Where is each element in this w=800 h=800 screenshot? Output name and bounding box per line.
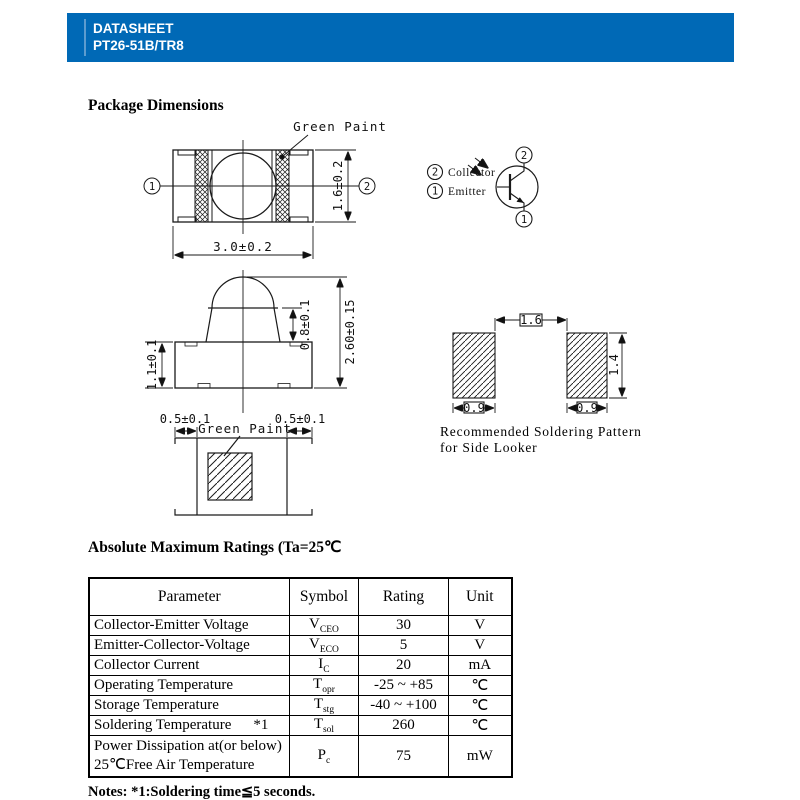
table-row	[89, 636, 512, 656]
legend-pin2-number: 2	[431, 166, 439, 179]
legend-emitter-label: Emitter	[448, 186, 486, 198]
dim-height-text: 1.6±0.2	[331, 160, 345, 212]
cell-rating: 30	[359, 616, 448, 636]
top-view-green-paint-label: Green Paint	[293, 119, 387, 134]
symbol-pin2-number: 2	[520, 149, 528, 162]
right-pad	[567, 333, 607, 398]
parameter-line1: Power Dissipation at(or below)	[94, 738, 282, 754]
header-banner	[67, 13, 734, 62]
symbol-base: P	[317, 746, 327, 763]
banner-title	[93, 20, 184, 54]
green-paint-area	[208, 453, 252, 500]
cell-symbol	[289, 736, 359, 778]
table-row	[89, 736, 512, 778]
cell-unit: ℃	[448, 696, 512, 716]
dim-right-pad-width	[567, 401, 607, 415]
dim-base-height	[145, 340, 173, 391]
cell-unit: ℃	[448, 676, 512, 696]
symbol-sub: c	[326, 755, 331, 766]
symbol-base: I	[318, 656, 324, 672]
cell-symbol	[289, 616, 359, 636]
cell-unit: mA	[448, 656, 512, 676]
legend-collector	[428, 165, 496, 180]
package-dimensions-title: Package Dimensions	[88, 97, 224, 114]
table-row	[89, 656, 512, 676]
dim-left-pad-text: 0.9	[463, 401, 485, 415]
table-row	[89, 716, 512, 736]
cell-parameter	[89, 736, 289, 778]
banner-divider	[84, 19, 86, 56]
cell-parameter: Operating Temperature	[89, 676, 289, 696]
table-header-row	[89, 578, 512, 616]
parameter-label: Soldering Temperature	[94, 717, 232, 733]
cell-rating: 75	[359, 736, 448, 778]
cell-rating: 5	[359, 636, 448, 656]
header-symbol: Symbol	[289, 578, 359, 616]
bottom-view-body	[175, 438, 312, 515]
dim-pad-gap	[495, 313, 567, 331]
pin1-number: 1	[148, 180, 156, 193]
cell-unit: V	[448, 636, 512, 656]
dim-gap-text: 1.6	[520, 313, 542, 327]
legend-collector-label: Collector	[448, 167, 496, 179]
symbol-base: T	[313, 676, 323, 692]
dim-right-text: 0.5±0.1	[274, 412, 326, 426]
abs-max-ratings-title: Absolute Maximum Ratings (Ta=25℃	[88, 539, 342, 556]
cell-symbol	[289, 676, 359, 696]
cell-symbol	[289, 716, 359, 736]
dim-pad-height-text: 1.4	[607, 354, 621, 376]
cell-symbol	[289, 656, 359, 676]
solder-pattern-caption	[440, 424, 642, 455]
header-rating: Rating	[359, 578, 448, 616]
header-parameter: Parameter	[89, 578, 289, 616]
cell-parameter: Collector-Emitter Voltage	[89, 616, 289, 636]
left-pad	[453, 333, 495, 398]
symbol-sub: ECO	[319, 645, 339, 655]
dim-total-text: 2.60±0.15	[343, 299, 357, 365]
dim-right-pad-text: 0.9	[576, 401, 598, 415]
symbol-base: V	[309, 616, 320, 632]
dim-base-text: 1.1±0.1	[145, 339, 159, 391]
side-view-drawing	[135, 268, 370, 408]
parameter-line2: 25℃Free Air Temperature	[94, 757, 255, 773]
datasheet-label: DATASHEET	[93, 21, 174, 36]
dim-width-text: 3.0±0.2	[213, 239, 273, 254]
cell-rating: -25 ~ +85	[359, 676, 448, 696]
symbol-sub: C	[323, 665, 330, 675]
dim-lens-text: 0.8±0.1	[298, 299, 312, 351]
symbol-sub: stg	[322, 705, 335, 715]
cell-rating: 260	[359, 716, 448, 736]
solder-pattern-drawing	[435, 305, 640, 420]
schematic-drawing	[420, 140, 570, 240]
cell-symbol	[289, 696, 359, 716]
cell-unit: mW	[448, 736, 512, 778]
part-number: PT26-51B/TR8	[93, 38, 184, 53]
top-view-drawing	[140, 112, 390, 264]
caption-line1: Recommended Soldering Pattern	[440, 424, 642, 439]
cell-parameter: Storage Temperature	[89, 696, 289, 716]
dim-pad-height	[607, 333, 627, 398]
notes-text: Notes: *1:Soldering time≦5 seconds.	[88, 784, 316, 800]
cell-parameter: Collector Current	[89, 656, 289, 676]
cell-parameter	[89, 716, 289, 736]
bottom-green-paint-label: Green Paint	[198, 421, 292, 436]
table-row	[89, 676, 512, 696]
cell-rating: -40 ~ +100	[359, 696, 448, 716]
legend-pin1-number: 1	[431, 185, 439, 198]
pin1-balloon	[144, 178, 160, 194]
symbol-sub: opr	[322, 685, 335, 695]
dim-left-pad-width	[453, 401, 495, 415]
note-reference: *1	[253, 717, 269, 733]
symbol-base: T	[313, 696, 323, 712]
symbol-sub: CEO	[319, 625, 339, 635]
pin2-balloon	[359, 178, 375, 194]
cell-symbol	[289, 636, 359, 656]
cell-unit: ℃	[448, 716, 512, 736]
cell-rating: 20	[359, 656, 448, 676]
cell-parameter: Emitter-Collector-Voltage	[89, 636, 289, 656]
dim-lens-height	[282, 300, 312, 351]
symbol-sub: sol	[322, 725, 335, 735]
symbol-base: V	[309, 636, 320, 652]
pin2-number: 2	[363, 180, 371, 193]
dim-left-text: 0.5±0.1	[159, 412, 211, 426]
header-unit: Unit	[448, 578, 512, 616]
caption-line2: for Side Looker	[440, 439, 538, 455]
ratings-table	[88, 577, 513, 778]
bottom-view-drawing	[145, 403, 340, 528]
symbol-base: T	[313, 716, 323, 732]
legend-emitter	[428, 184, 487, 199]
cell-unit: V	[448, 616, 512, 636]
table-row	[89, 616, 512, 636]
symbol-pin1-number: 1	[520, 213, 528, 226]
table-row	[89, 696, 512, 716]
side-view-body	[175, 277, 312, 388]
